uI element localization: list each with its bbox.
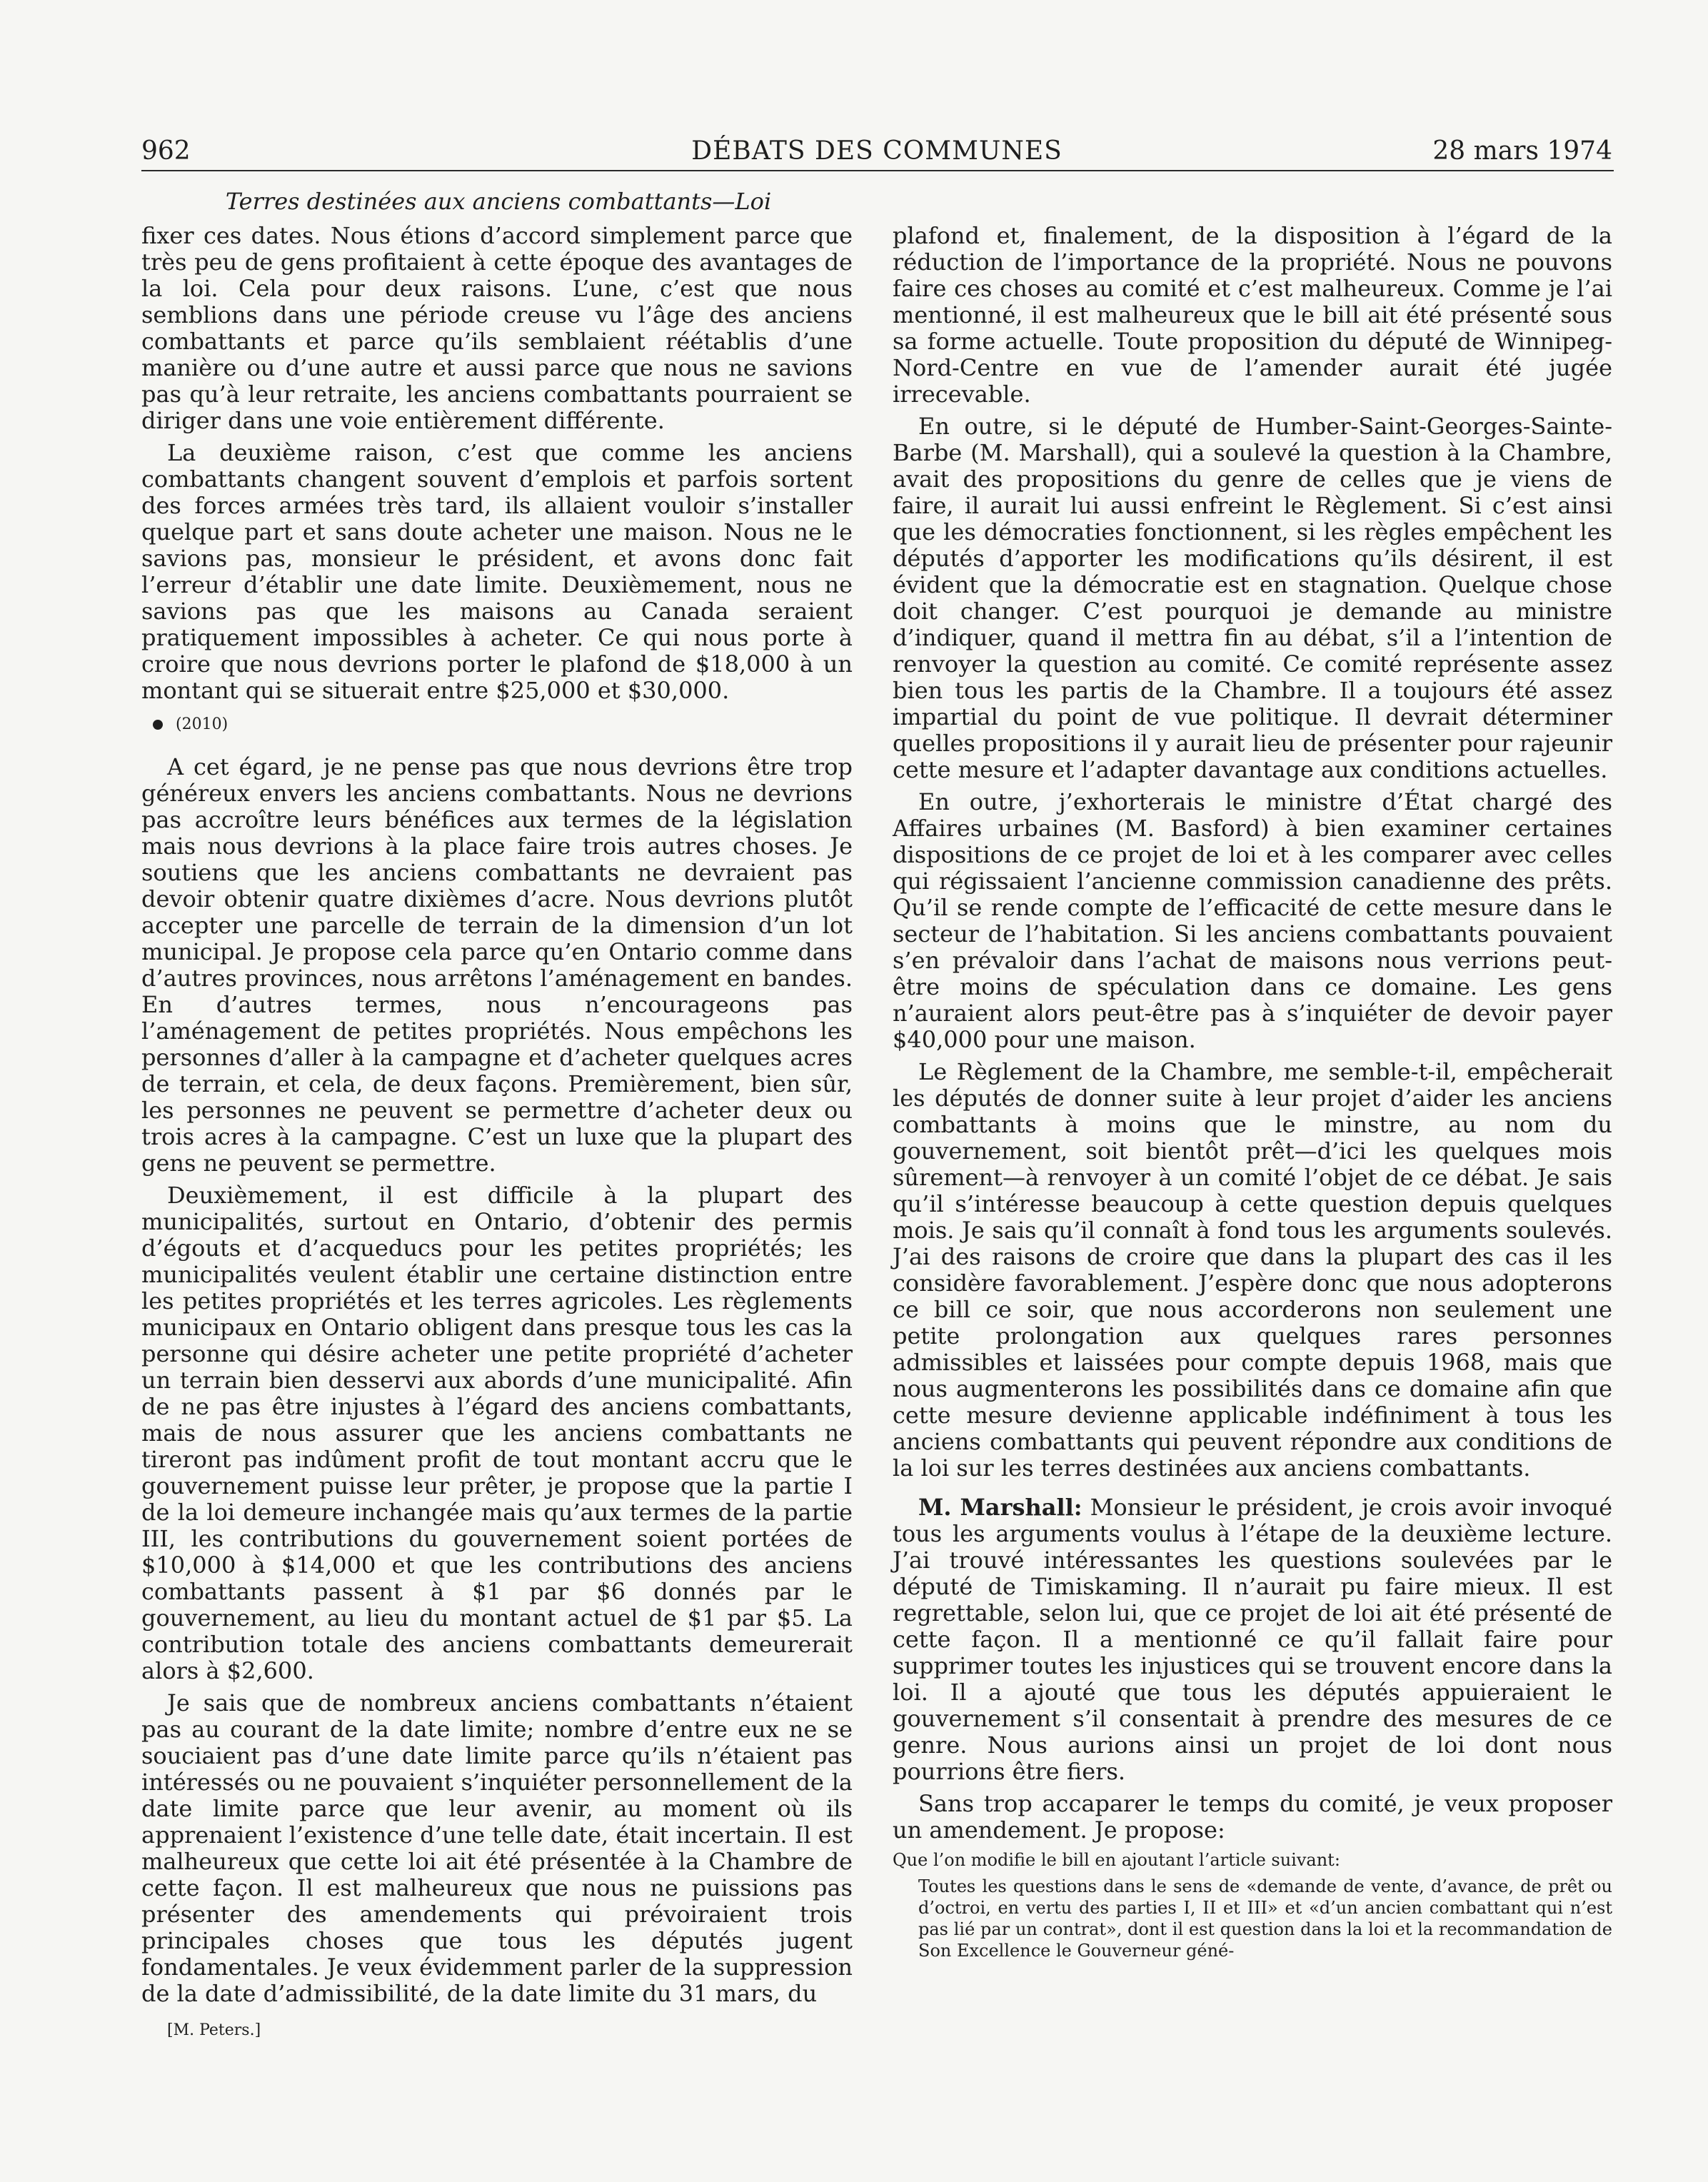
motion-text: Que l’on modifie le bill en ajoutant l’article suivant: — [893, 1850, 1340, 1870]
paragraph: A cet égard, je ne pense pas que nous devrions être trop généreux envers les anciens combattants. Nous ne devrions pas accroître leurs bénéfices aux termes de la législation mais nous devrions à la place faire trois autres choses. Je soutiens que les anciens combattants ne devraient pas devoir obtenir quatre dixièmes d’acre. Nous devrions plutôt accepter une parcelle de terrain de la dimension d’un lot municipal. Je propose cela parce qu’en Ontario comme dans d’autres provinces, nous arrêtons l’aménagement en bandes. En d’autres termes, nous n’encourageons pas l’aménagement de petites propriétés. Nous empêchons les personnes d’aller à la campagne et d’acheter quelques acres de terrain, et cela, de deux façons. Premièrement, bien sûr, les personnes ne peuvent se permettre d’acheter deux ou trois acres à la campagne. C’est un luxe que la plupart des gens ne peuvent se permettre. — [141, 753, 853, 1177]
right-column — [893, 223, 1612, 1961]
running-title: Terres destinées aux anciens combattants—Loi — [225, 188, 772, 215]
paragraph: plafond et, finalement, de la disposition à l’égard de la réduction de l’importance de la propriété. Nous ne pouvons faire ces choses au comité et c’est malheureux. Comme je l’ai mentionné, il est malheureux que le bill ait été présenté sous sa forme actuelle. Toute proposition du député de Winnipeg-Nord-Centre en vue de l’amender aurait été jugée irrecevable. — [893, 222, 1612, 408]
paragraph: Je sais que de nombreux anciens combattants n’étaient pas au courant de la date limite; nombre d’entre eux ne se souciaient pas d’une date limite parce qu’ils n’étaient pas intéressés ou ne pouvaient s’inquiéter personnellement de la date limite parce que leur avenir, au moment où ils apprenaient l’existence d’une telle date, était incertain. Il est malheureux que cette loi ait été présentée à la Chambre de cette façon. Il est malheureux que nous ne puissions pas présenter des amendements qui prévoiraient trois principales choses que tous les députés jugent fondamentales. Je veux évidemment parler de la suppression de la date d’admissibilité, de la date limite du 31 mars, du — [141, 1689, 853, 2007]
paragraph: Sans trop accaparer le temps du comité, je veux proposer un amendement. Je propose: — [893, 1790, 1612, 1844]
bullet-icon — [153, 720, 163, 730]
speech-paragraph — [893, 1494, 1612, 1785]
amendment-quote: Toutes les questions dans le sens de «demande de vente, d’avance, de prêt ou d’octroi, en vertu des parties I, II et III» et «d’un ancien combattant qui n’est pas lié par un contrat», dont il est question dans la loi et la recommandation de Son Excellence le Gouverneur géné- — [918, 1876, 1612, 1961]
time-marker — [141, 714, 853, 735]
speaker-signature: [M. Peters.] — [167, 2021, 261, 2039]
publication-title: DÉBATS DES COMMUNES — [691, 136, 1063, 166]
paragraph: En outre, j’exhorterais le ministre d’État chargé des Affaires urbaines (M. Basford) à bien examiner certaines dispositions de ce projet de loi et à les comparer avec celles qui régissaient l’ancienne commission canadienne des prêts. Qu’il se rende compte de l’efficacité de cette mesure dans le secteur de l’habitation. Si les anciens combattants pouvaient s’en prévaloir dans l’achat de maisons nous verrions peut-être moins de spéculation dans ce domaine. Les gens n’auraient alors peut-être pas à s’inquiéter de devoir payer $40,000 pour une maison. — [893, 788, 1612, 1053]
speech-text: Monsieur le président, je crois avoir invoqué tous les arguments voulus à l’étape de la deuxième lecture. J’ai trouvé intéressantes les questions soulevées par le député de Timiskaming. Il n’aurait pu faire mieux. Il est regrettable, selon lui, que ce projet de loi ait été présenté de cette façon. Il a mentionné ce qu’il fallait faire pour supprimer toutes les injustices qui se trouvent encore dans la loi. Il a ajouté que tous les députés appuieraient le gouvernement s’il consentait à prendre des mesures de ce genre. Nous aurions ainsi un projet de loi dont nous pourrions être fiers. — [893, 1494, 1613, 1785]
header-rule — [141, 170, 1614, 171]
page-number: 962 — [141, 136, 191, 166]
paragraph: En outre, si le député de Humber-Saint-Georges-Sainte-Barbe (M. Marshall), qui a soulevé la question à la Chambre, avait des propositions du genre de celles que je viens de faire, il aurait lui aussi enfreint le Règlement. Si c’est ainsi que les démocraties fonctionnent, si les règles empêchent les députés d’apporter les modifications qu’ils désirent, il est évident que la démocratie est en stagnation. Quelque chose doit changer. C’est pourquoi je demande au ministre d’indiquer, quand il mettra fin au débat, s’il a l’intention de renvoyer la question au comité. Ce comité représente assez bien tous les partis de la Chambre. Il a toujours été assez impartial du point de vue politique. Il devrait déterminer quelles propositions il y aurait lieu de présenter pour rajeunir cette mesure et l’adapter davantage aux conditions actuelles. — [893, 413, 1612, 783]
paragraph: Deuxièmement, il est difficile à la plupart des municipalités, surtout en Ontario, d’obtenir des permis d’égouts et d’acqueducs pour les petites propriétés; les municipalités veulent établir une certaine distinction entre les petites propriétés et les terres agricoles. Les règlements municipaux en Ontario obligent dans presque tous les cas la personne qui désire acheter une petite propriété d’acheter un terrain bien desservi aux abords d’une municipalité. Afin de ne pas être injustes à l’égard des anciens combattants, mais de nous assurer que les anciens combattants ne tireront pas indûment profit de tout montant accru que le gouvernement puisse leur prêter, je propose que la partie I de la loi demeure inchangée mais qu’aux termes de la partie III, les contributions du gouvernement soient portées de $10,000 à $14,000 et que les contributions des anciens combattants passent à $1 par $6 donnés par le gouvernement, au lieu du montant actuel de $1 par $5. La contribution totale des anciens combattants demeurerait alors à $2,600. — [141, 1182, 853, 1684]
time-marker-label: (2010) — [176, 715, 228, 733]
paragraph: fixer ces dates. Nous étions d’accord simplement parce que très peu de gens profitaient à cette époque des avantages de la loi. Cela pour deux raisons. L’une, c’est que nous semblions dans une période creuse vu l’âge des anciens combattants et parce qu’ils semblaient réétablis d’une manière ou d’une autre et aussi parce que nous ne savions pas qu’à leur retraite, les anciens combattants pourraient se diriger dans une voie entièrement différente. — [141, 222, 853, 434]
page-header — [141, 136, 1612, 167]
paragraph: La deuxième raison, c’est que comme les anciens combattants changent souvent d’emplois et parfois sortent des forces armées très tard, ils allaient vouloir s’installer quelque part et sans doute acheter une maison. Nous ne le savions pas, monsieur le président, et avons donc fait l’erreur d’établir une date limite. Deuxièmement, nous ne savions pas que les maisons au Canada seraient pratiquement impossibles à acheter. Ce qui nous porte à croire que nous devrions porter le plafond de $18,000 à un montant qui se situerait entre $25,000 et $30,000. — [141, 439, 853, 704]
publication-date: 28 mars 1974 — [1432, 136, 1612, 166]
left-column — [141, 223, 853, 2041]
paragraph: Le Règlement de la Chambre, me semble-t-il, empêcherait les députés de donner suite à leur projet d’aider les anciens combattants à moins que le minstre, au nom du gouvernement, soit bientôt prêt—d’ici les quelques mois sûrement—à renvoyer à un comité l’objet de ce débat. Je sais qu’il s’intéresse beaucoup à cette question depuis quelques mois. Je sais qu’il connaît à fond tous les arguments soulevés. J’ai des raisons de croire que dans la plupart des cas il les considère favorablement. J’espère donc que nous adopterons ce bill ce soir, que nous accorderons non seulement une petite prolongation aux quelques rares personnes admissibles et laissées pour compte depuis 1968, mais que nous augmenterons les possibilités dans ce domaine afin que cette mesure devienne applicable indéfiniment à tous les anciens combattants qui peuvent répondre aux conditions de la loi sur les terres destinées aux anciens combattants. — [893, 1058, 1612, 1482]
speaker-name: M. Marshall: — [918, 1494, 1082, 1521]
